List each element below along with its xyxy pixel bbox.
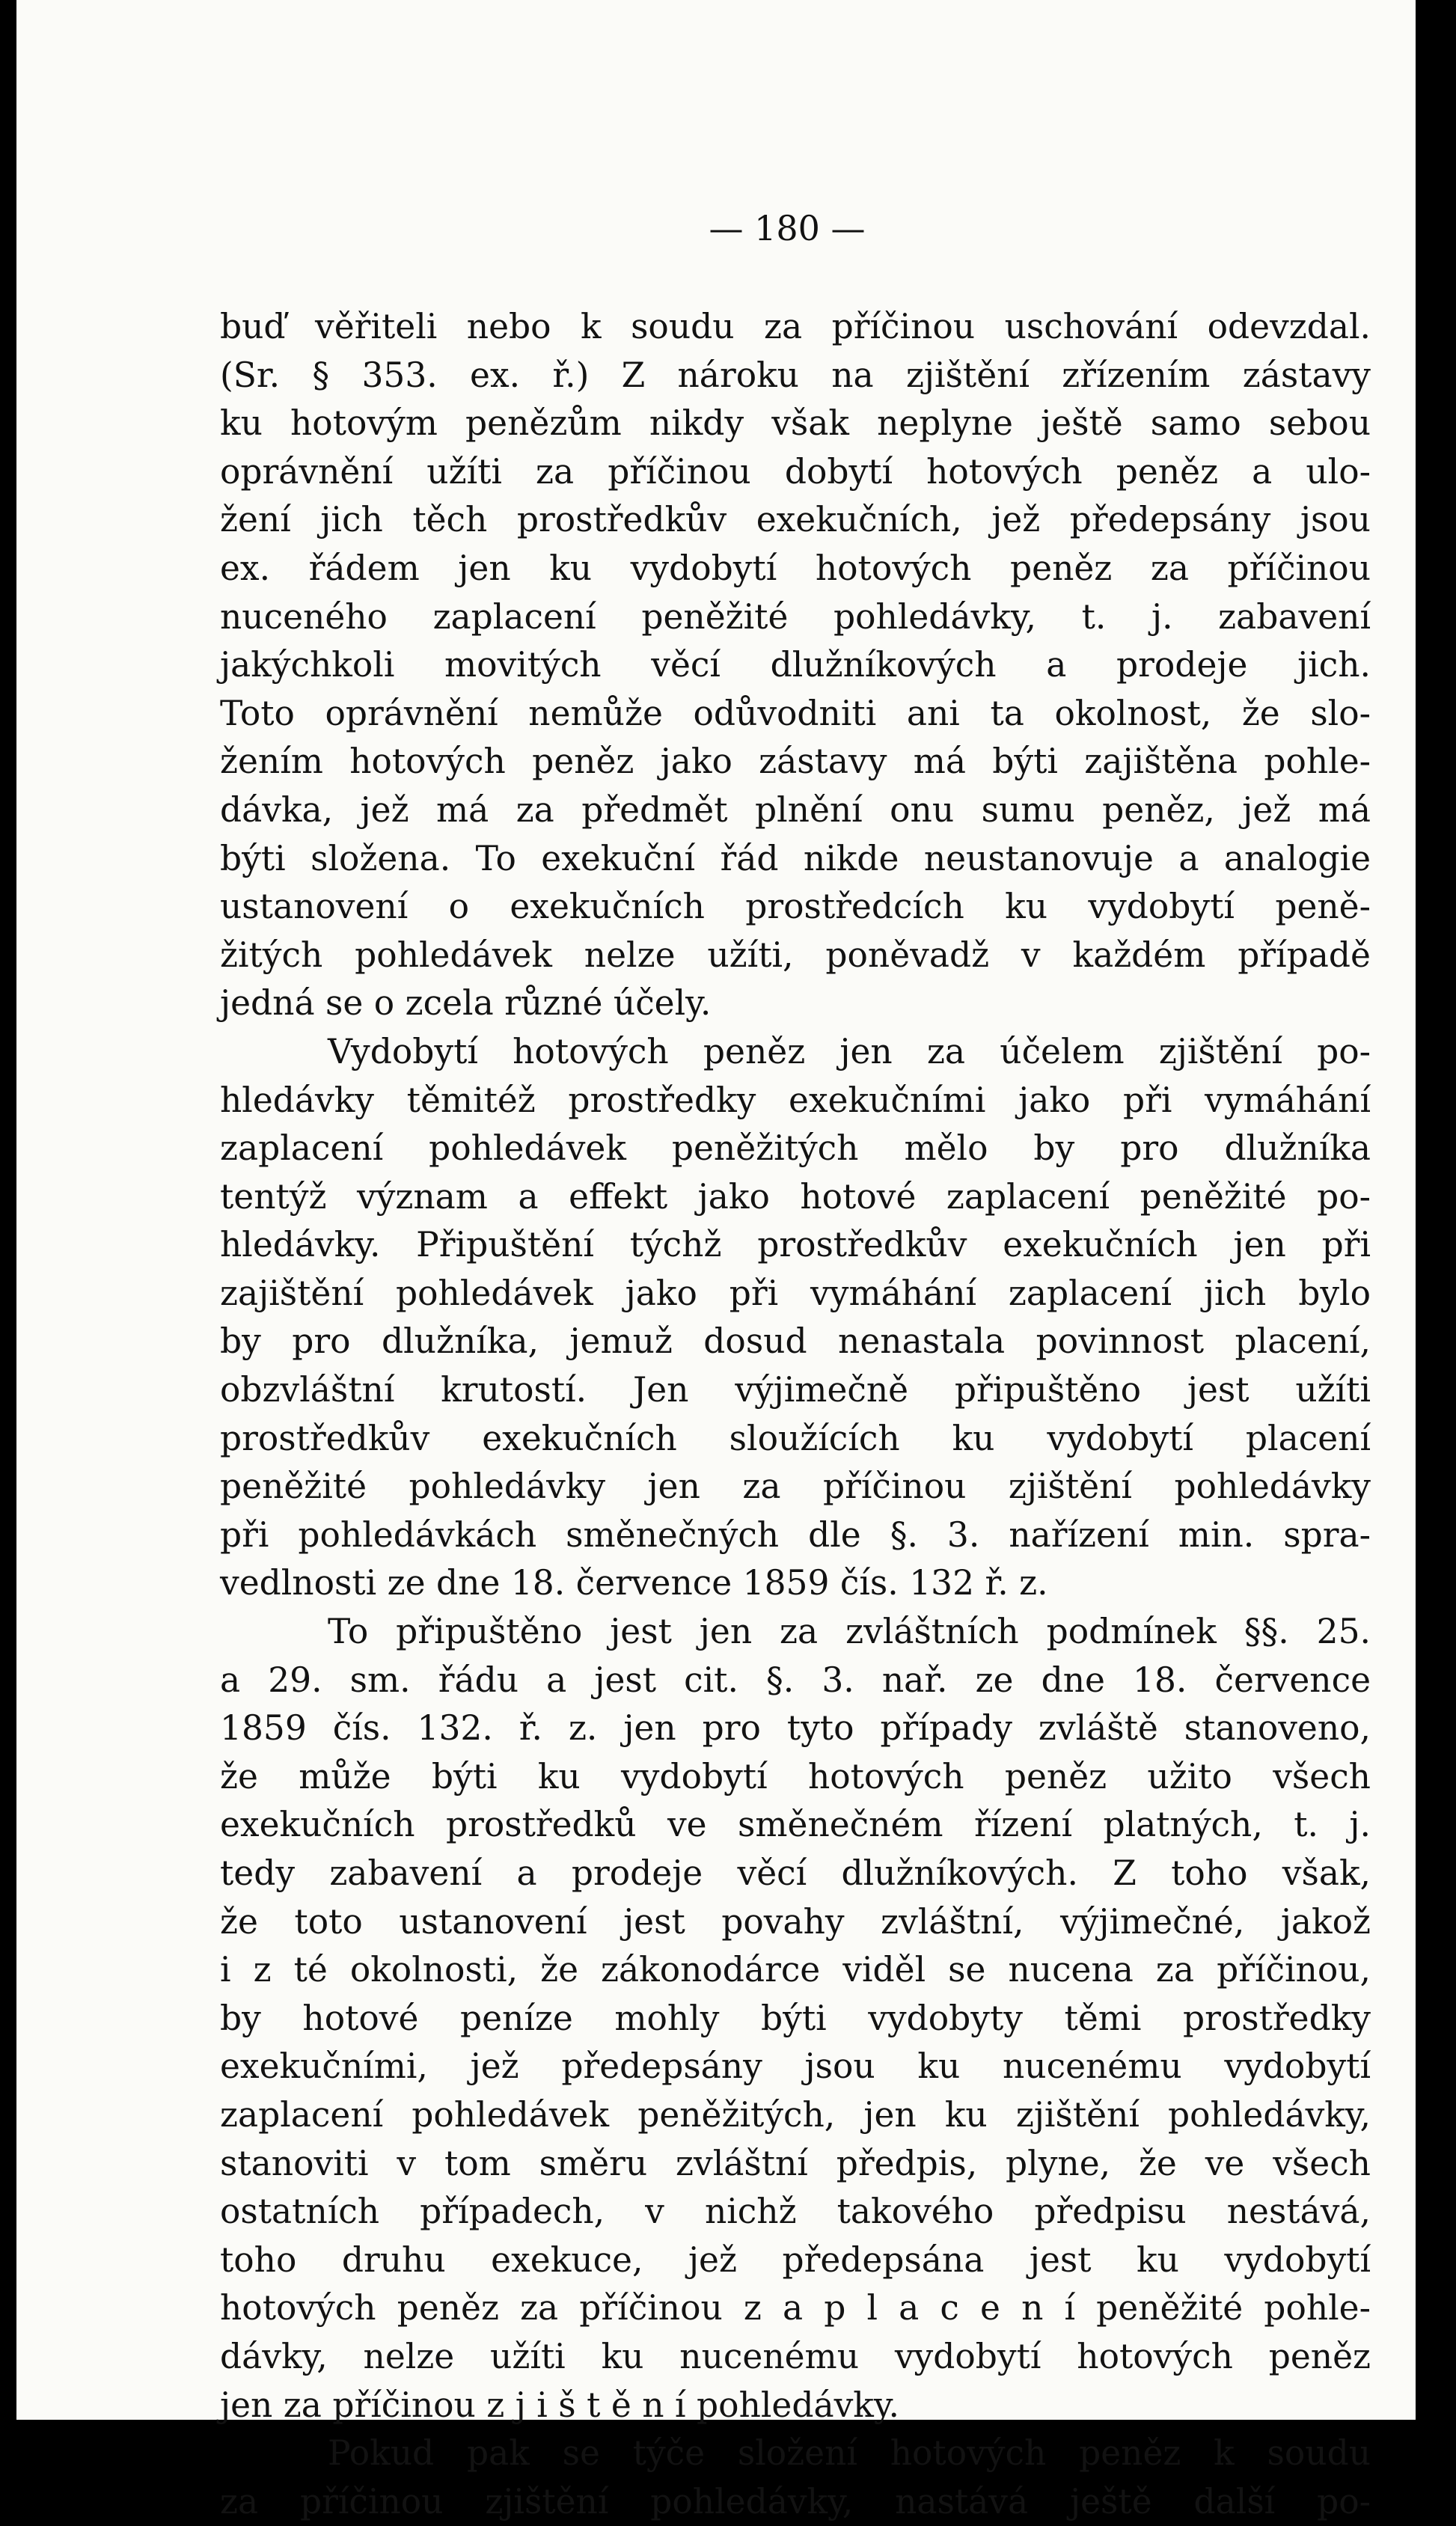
text-line: ostatních případech, v nichž takového předpisu nestává, xyxy=(220,2192,1371,2232)
text-line: že toto ustanovení jest povahy zvláštní, výjimečné, jakož xyxy=(220,1901,1371,1942)
text-line: obzvláštní krutostí. Jen výjimečně připuštěno jest užíti xyxy=(220,1370,1371,1410)
text-line: tentýž význam a effekt jako hotové zaplacení peněžité po- xyxy=(220,1176,1371,1217)
text-line: býti složena. To exekuční řád nikde neustanovuje a analogie xyxy=(220,838,1371,878)
page-number: — 180 — xyxy=(709,208,866,248)
text-line: Pokud pak se týče složení hotových peněz k soudu xyxy=(328,2433,1371,2474)
text-line: hledávky. Připuštění týchž prostředkův exekučních jen při xyxy=(220,1225,1371,1265)
paragraph xyxy=(220,1028,1371,1608)
text-line: zaplacení pohledávek peněžitých, jen ku zjištění pohledávky, xyxy=(220,2094,1371,2135)
paragraph xyxy=(220,2429,1371,2526)
text-line: žení jich těch prostředkův exekučních, jež předepsány jsou xyxy=(220,500,1371,540)
text-line: (Sr. § 353. ex. ř.) Z nároku na zjištění zřízením zástavy xyxy=(220,355,1371,395)
text-line: a 29. sm. řádu a jest cit. §. 3. nař. ze dne 18. července xyxy=(220,1660,1371,1700)
paragraph xyxy=(220,303,1371,1028)
text-line: ku hotovým penězům nikdy však neplyne ještě samo sebou xyxy=(220,403,1371,444)
text-line: toho druhu exekuce, jež předepsána jest ku vydobytí xyxy=(220,2239,1371,2280)
text-line: nuceného zaplacení peněžité pohledávky, t. j. zabavení xyxy=(220,596,1371,637)
text-line: zajištění pohledávek jako při vymáhání zaplacení jich bylo xyxy=(220,1273,1371,1313)
text-line: dávka, jež má za předmět plnění onu sumu peněz, jež má xyxy=(220,789,1371,830)
text-line: by pro dlužníka, jemuž dosud nenastala povinnost placení, xyxy=(220,1321,1371,1362)
text-line: Vydobytí hotových peněz jen za účelem zjištění po- xyxy=(328,1031,1371,1071)
text-line: by hotové peníze mohly býti vydobyty těmi prostředky xyxy=(220,1998,1371,2038)
text-line: Toto oprávnění nemůže odůvodniti ani ta okolnost, že slo- xyxy=(220,693,1371,733)
text-line: ustanovení o exekučních prostředcích ku vydobytí peně- xyxy=(220,887,1371,927)
text-line: žitých pohledávek nelze užíti, poněvadž v každém případě xyxy=(220,935,1371,975)
text-line: tedy zabavení a prodeje věcí dlužníkových. Z toho však, xyxy=(220,1853,1371,1893)
text-line: stanoviti v tom směru zvláštní předpis, plyne, že ve všech xyxy=(220,2143,1371,2183)
body-text xyxy=(220,303,1371,2526)
text-line: i z té okolnosti, že zákonodárce viděl se nucena za příčinou, xyxy=(220,1950,1371,1990)
text-line: hledávky těmitéž prostředky exekučními jako při vymáhání xyxy=(220,1080,1371,1120)
text-line: že může býti ku vydobytí hotových peněz užito všech xyxy=(220,1756,1371,1796)
text-line: jedná se o zcela různé účely. xyxy=(220,983,712,1024)
text-line: buď věřiteli nebo k soudu za příčinou uschování odevzdal. xyxy=(220,307,1371,346)
text-line: peněžité pohledávky jen za příčinou zjištění pohledávky xyxy=(220,1467,1371,1507)
paragraph xyxy=(220,1608,1371,2429)
text-line: oprávnění užíti za příčinou dobytí hotových peněz a ulo- xyxy=(220,451,1371,492)
text-line: prostředkův exekučních sloužících ku vydobytí placení xyxy=(220,1418,1371,1458)
book-page xyxy=(16,0,1416,2522)
text-line: zaplacení pohledávek peněžitých mělo by pro dlužníka xyxy=(220,1128,1371,1169)
text-line: jen za příčinou z j i š t ě n í pohledávky. xyxy=(220,2385,900,2425)
text-line: vedlnosti ze dne 18. července 1859 čís. 132 ř. z. xyxy=(220,1563,1048,1603)
text-line: žením hotových peněz jako zástavy má býti zajištěna pohle- xyxy=(220,741,1371,782)
text-line: 1859 čís. 132. ř. z. jen pro tyto případy zvláště stanoveno, xyxy=(220,1708,1371,1749)
text-line: za příčinou zjištění pohledávky, nastává ještě další po- xyxy=(220,2481,1371,2522)
text-line: To připuštěno jest jen za zvláštních podmínek §§. 25. xyxy=(328,1612,1371,1652)
text-line: hotových peněz za příčinou z a p l a c e n í peněžité pohle- xyxy=(220,2288,1371,2328)
text-line: exekučními, jež předepsány jsou ku nucenému vydobytí xyxy=(220,2046,1371,2087)
text-line: jakýchkoli movitých věcí dlužníkových a prodeje jich. xyxy=(220,645,1371,685)
text-line: při pohledávkách směnečných dle §. 3. nařízení min. spra- xyxy=(220,1514,1371,1555)
text-line: exekučních prostředků ve směnečném řízení platných, t. j. xyxy=(220,1805,1371,1845)
text-line: ex. řádem jen ku vydobytí hotových peněz za příčinou xyxy=(220,548,1371,588)
text-line: dávky, nelze užíti ku nucenému vydobytí hotových peněz xyxy=(220,2336,1371,2376)
